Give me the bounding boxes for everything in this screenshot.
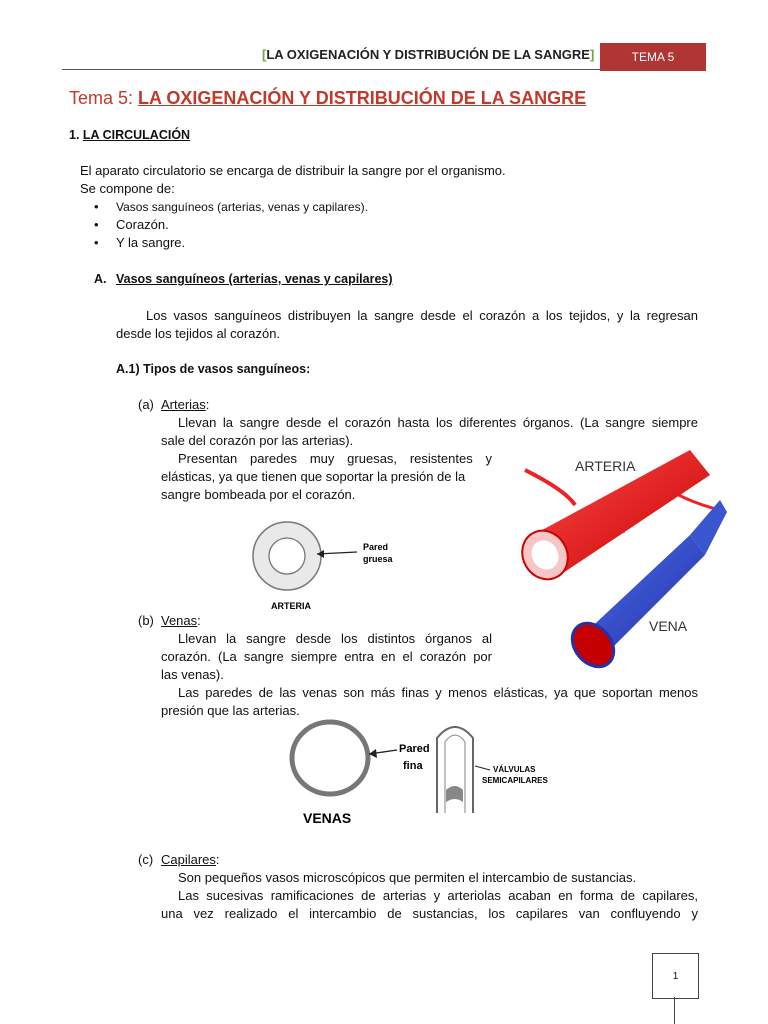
valve-leaflet — [446, 786, 463, 802]
bullet-text: Corazón. — [116, 217, 169, 232]
arterias-line1: Llevan la sangre desde el corazón hasta los diferentes órganos. (La sangre siempre — [178, 415, 698, 430]
bullet-item — [94, 199, 368, 214]
bullet-dot: • — [94, 217, 99, 232]
venas-line5: presión que las arterias. — [161, 703, 300, 718]
bullet-text: Y la sangre. — [116, 235, 186, 250]
venas-name: Venas — [161, 613, 198, 628]
section-1-number: 1. — [69, 128, 83, 142]
section-a1-heading: A.1) Tipos de vasos sanguíneos: — [116, 362, 311, 376]
valve-vein-inner — [445, 735, 465, 813]
page-number: 1 — [652, 953, 699, 999]
bullet-dot: • — [94, 235, 99, 250]
capilares-line1: Son pequeños vasos microscópicos que permiten el intercambio de sustancias. — [178, 870, 637, 885]
capilares-colon: : — [215, 852, 220, 867]
venas-marker: (b) — [138, 613, 154, 628]
venas-line1: Llevan la sangre desde los distintos órganos al — [178, 631, 492, 646]
arterias-name: Arterias — [161, 397, 206, 412]
arterias-heading — [138, 396, 209, 414]
header-tab: TEMA 5 — [600, 43, 706, 71]
header-title — [262, 47, 594, 62]
section-a-heading — [94, 272, 393, 286]
arterias-line5: sangre bombeada por el corazón. — [161, 487, 356, 502]
arterias-line3: Presentan paredes muy gruesas, resistentes y — [178, 451, 492, 466]
illustration-label-arteria: ARTERIA — [575, 458, 636, 474]
artery-cross-section-figure — [245, 518, 405, 614]
page-title — [69, 88, 586, 109]
bullet-text: Vasos sanguíneos (arterias, venas y capilares). — [116, 200, 368, 214]
capilares-name: Capilares — [161, 852, 216, 867]
valve-label-valvulas: VÁLVULAS — [493, 765, 536, 774]
arterias-line2: sale del corazón por las arterias). — [161, 433, 354, 448]
artery-lumen — [269, 538, 305, 574]
section-a-p1-line2: desde los tejidos al corazón. — [116, 326, 281, 341]
page-title-main: LA OXIGENACIÓN Y DISTRIBUCIÓN DE LA SANGRE — [138, 88, 587, 108]
capilares-heading — [138, 851, 220, 869]
illustration-label-vena: VENA — [649, 618, 688, 634]
section-a-p1-line1: Los vasos sanguíneos distribuyen la sangre desde el corazón a los tejidos, y la regresan — [146, 308, 698, 323]
header-bracket-close: ] — [589, 47, 595, 62]
valve-label-semicapilares: SEMICAPILARES — [482, 776, 548, 785]
vein-label-fina: fina — [403, 760, 423, 772]
venas-line3: las venas). — [161, 667, 224, 682]
arterias-marker: (a) — [138, 397, 154, 412]
vein-caption: VENAS — [303, 810, 352, 826]
bullet-item — [94, 217, 169, 232]
bullet-dot: • — [94, 199, 99, 214]
vein-wall — [292, 722, 368, 794]
valve-pointer-line — [475, 766, 490, 770]
venas-line4: Las paredes de las venas son más finas y menos elásticas, ya que soportan menos — [178, 685, 698, 700]
artery-label-gruesa: gruesa — [363, 554, 393, 564]
page-number-rule — [674, 997, 675, 1024]
capilares-line3: una vez realizado el intercambio de sustancias, los capilares van confluyendo y — [161, 906, 698, 921]
vein-label-pared: Pared — [399, 743, 430, 755]
page-title-prefix: Tema 5: — [69, 88, 139, 108]
artery-vein-illustration — [505, 440, 740, 675]
section-1-heading — [69, 128, 190, 142]
venas-colon: : — [197, 613, 201, 628]
venas-heading — [138, 612, 201, 630]
bullet-item — [94, 235, 185, 250]
arterias-colon: : — [205, 397, 210, 412]
header-rule — [62, 69, 600, 70]
arterias-line4: elásticas, ya que tienen que soportar la presión de la — [161, 469, 466, 484]
header-bracket-open: [ — [262, 47, 267, 62]
artery-branch — [525, 470, 575, 505]
vein-cross-section-figure — [285, 718, 585, 830]
section-1-intro: El aparato circulatorio se encarga de distribuir la sangre por el organismo. — [80, 163, 506, 178]
section-1-title: LA CIRCULACIÓN — [82, 128, 191, 142]
valve-vein-tube — [437, 727, 473, 813]
capilares-marker: (c) — [138, 852, 154, 867]
capilares-line2: Las sucesivas ramificaciones de arterias y arteriolas acaban en forma de capilares, — [178, 888, 698, 903]
artery-label-pared: Pared — [363, 542, 389, 552]
artery-caption: ARTERIA — [271, 601, 311, 611]
venas-line2: corazón. (La sangre siempre entra en el corazón por — [161, 649, 492, 664]
section-a-title: Vasos sanguíneos (arterias, venas y capilares) — [116, 272, 393, 286]
section-1-compone: Se compone de: — [80, 181, 175, 196]
section-a-letter: A. — [94, 272, 107, 286]
header-title-text: LA OXIGENACIÓN Y DISTRIBUCIÓN DE LA SANGRE — [266, 47, 590, 62]
